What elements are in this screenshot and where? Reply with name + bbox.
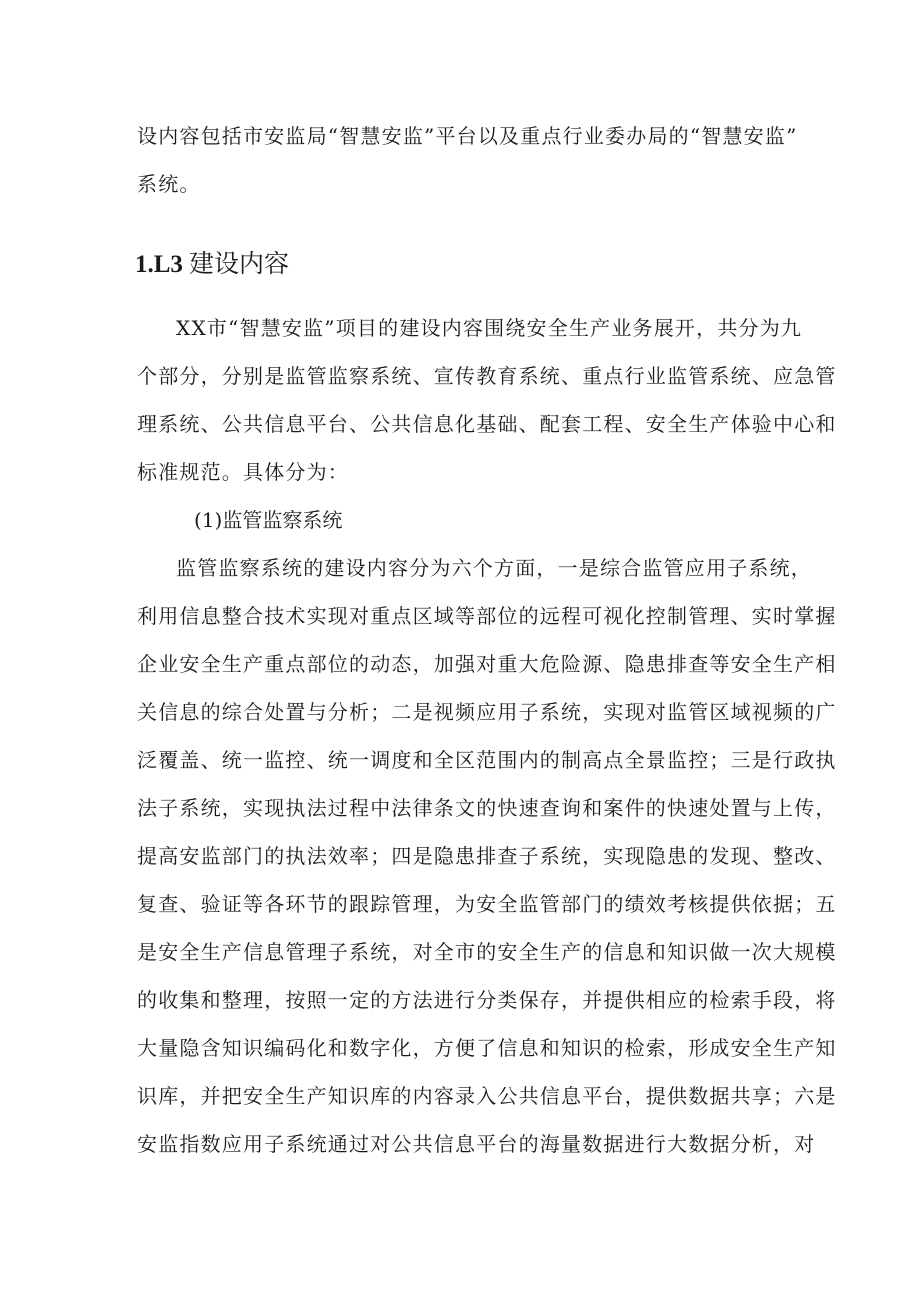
- paragraph2-line-7: 提高安监部门的执法效率；四是隐患排查子系统，实现隐患的发现、整改、: [137, 844, 837, 868]
- subheading: (1)监管监察系统: [194, 508, 343, 532]
- paragraph2-line-9: 是安全生产信息管理子系统，对全市的安全生产的信息和知识做一次大规模: [137, 940, 837, 964]
- paragraph2-line-12: 识库，并把安全生产知识库的内容录入公共信息平台，提供数据共享；六是: [137, 1084, 837, 1108]
- paragraph2-line-4: 关信息的综合处置与分析；二是视频应用子系统，实现对监管区域视频的广: [137, 700, 837, 724]
- paragraph1-line-2: 个部分，分别是监管监察系统、宣传教育系统、重点行业监管系统、应急管: [137, 364, 837, 388]
- paragraph2-line-3: 企业安全生产重点部位的动态，加强对重大危险源、隐患排查等安全生产相: [137, 652, 837, 676]
- paragraph2-line-6: 法子系统，实现执法过程中法律条文的快速查询和案件的快速处置与上传，: [137, 796, 837, 820]
- paragraph2-line-1: 监管监察系统的建设内容分为六个方面，一是综合监管应用子系统，: [176, 556, 812, 580]
- intro-line-1: 设内容包括市安监局“智慧安监”平台以及重点行业委办局的“智慧安监”: [137, 124, 798, 148]
- paragraph1-line-4: 标准规范。具体分为：: [137, 460, 349, 484]
- section-heading: [135, 249, 289, 280]
- paragraph2-line-11: 大量隐含知识编码化和数字化，方便了信息和知识的检索，形成安全生产知: [137, 1036, 837, 1060]
- paragraph2-line-2: 利用信息整合技术实现对重点区域等部位的远程可视化控制管理、实时掌握: [137, 604, 837, 628]
- paragraph2-line-13: 安监指数应用子系统通过对公共信息平台的海量数据进行大数据分析，对: [137, 1132, 816, 1156]
- paragraph2-line-8: 复查、验证等各环节的跟踪管理，为安全监管部门的绩效考核提供依据；五: [137, 892, 837, 916]
- paragraph2-line-5: 泛覆盖、统一监控、统一调度和全区范围内的制高点全景监控；三是行政执: [137, 748, 837, 772]
- section-title: 建设内容: [188, 249, 289, 278]
- paragraph1-line-1: XX市“智慧安监”项目的建设内容围绕安全生产业务展开，共分为九: [176, 316, 803, 340]
- paragraph2-line-10: 的收集和整理，按照一定的方法进行分类保存，并提供相应的检索手段，将: [137, 988, 837, 1012]
- intro-line-2: 系统。: [137, 172, 201, 196]
- section-number: 1.L3: [135, 251, 183, 278]
- paragraph1-line-3: 理系统、公共信息平台、公共信息化基础、配套工程、安全生产体验中心和: [137, 412, 837, 436]
